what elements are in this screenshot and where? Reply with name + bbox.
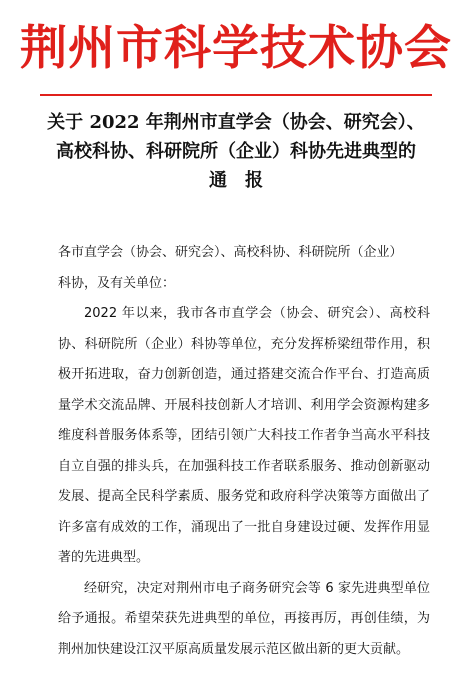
title-line-1: 关于 2022 年荆州市直学会（协会、研究会）、 — [47, 112, 425, 133]
title-line-3: 通报 — [209, 170, 281, 191]
salutation-line-2: 科协，及有关单位： — [58, 275, 176, 291]
paragraph-2: 经研究，决定对荆州市电子商务研究会等 6 家先进典型单位给予通报。希望荣获先进典型的单位，再接再厉，再创佳绩，为荆州加快建设江汉平原高质量发展示范区做出新的更大贡献。 — [58, 580, 430, 657]
salutation-line-1: 各市直学会（协会、研究会）、高校科协、科研院所（企业） — [58, 245, 403, 260]
paragraph-1: 2022 年以来，我市各市直学会（协会、研究会）、高校科协、科研院所（企业）科协等单位，充分发挥桥梁纽带作用，积极开拓进取，奋力创新创造，通过搭建交流合作平台、打造高质量学术交流品牌、开展科技创新人才培训、利用学会资源构建多维度科普服务体系等，团结引领广大科技工作者争当高水平科技自立自强的排头兵，在加强科技工作者联系服务、推动创新驱动发展、提高全民科学素质、服务党和政府科学决策等方面做出了许多富有成效的工作，涌现出了一批自身建设过硬、发挥作用显著的先进典型。 — [58, 306, 430, 565]
title-line-2: 高校科协、科研院所（企业）科协先进典型的 — [56, 141, 416, 162]
document-title — [30, 108, 442, 195]
masthead: 荆州市科学技术协会 — [20, 21, 452, 76]
document-body — [58, 238, 430, 665]
masthead-rule — [40, 94, 432, 96]
